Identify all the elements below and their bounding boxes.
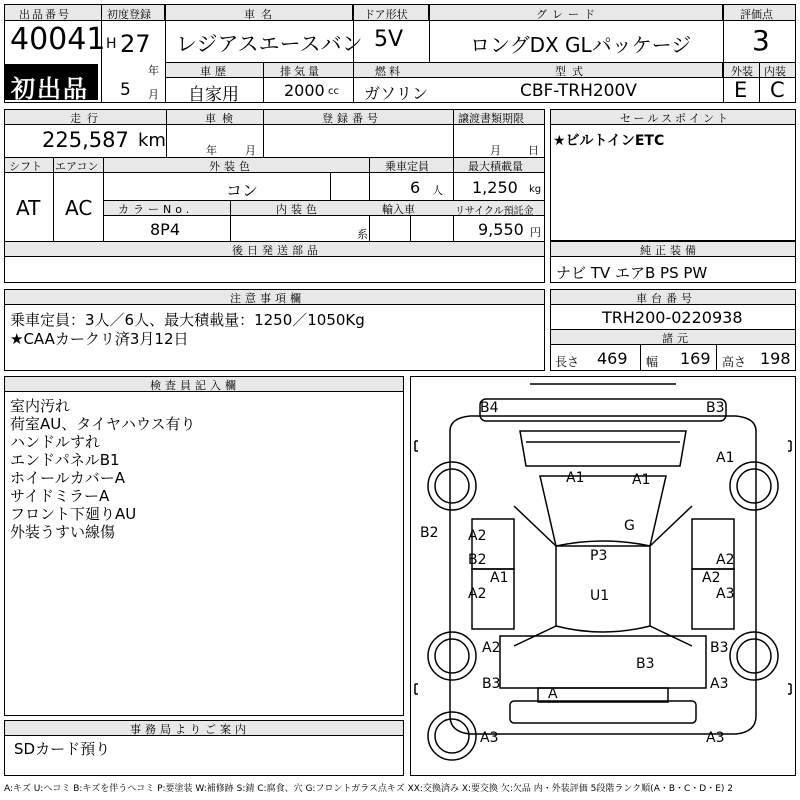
displacement-label: 排気量 bbox=[280, 65, 322, 78]
damage-mark: A2 bbox=[716, 552, 735, 568]
damage-mark: G bbox=[624, 518, 635, 534]
damage-mark: B4 bbox=[480, 400, 499, 416]
door-label-cell bbox=[353, 4, 429, 21]
car-name-label-cell bbox=[165, 4, 353, 21]
selling-points-text: ★ビルトインETC bbox=[553, 133, 665, 149]
color-no-value: 8P4 bbox=[150, 220, 181, 239]
doc-day-suffix: 日 bbox=[528, 144, 539, 157]
door-label: ドア形状 bbox=[364, 8, 408, 21]
inspector-note-4: エンドパネルB1 bbox=[10, 451, 120, 469]
damage-mark: B2 bbox=[468, 552, 487, 568]
history-value: 自家用 bbox=[188, 85, 239, 105]
ext-color-label: 外装色 bbox=[209, 160, 254, 173]
car-name-label: 車名 bbox=[244, 8, 278, 21]
inspector-label: 検査員記入欄 bbox=[150, 379, 240, 392]
damage-mark: B3 bbox=[482, 676, 501, 692]
damage-mark: A2 bbox=[468, 586, 487, 602]
int-score-value: C bbox=[770, 78, 785, 102]
chassis-value: TRH200-0220938 bbox=[602, 308, 743, 327]
first-listing-text: 初出品 bbox=[11, 75, 89, 103]
model-value: CBF-TRH200V bbox=[520, 81, 637, 101]
era-letter: H bbox=[106, 36, 117, 52]
inspector-note-2: 荷室AU、タイヤハウス有り bbox=[10, 415, 196, 433]
score-value: 3 bbox=[752, 24, 770, 57]
lot-no-value: 40041 bbox=[10, 22, 106, 57]
damage-mark: A bbox=[548, 686, 558, 702]
notes-label: 注意事項欄 bbox=[230, 292, 305, 305]
specs-label: 諸元 bbox=[662, 332, 692, 345]
color-no-label: カラーNo. bbox=[118, 203, 194, 216]
model-label: 型式 bbox=[555, 65, 589, 78]
notes-line-2: ★CAAカークリ済3月12日 bbox=[10, 330, 189, 348]
inspector-note-8: 外装うすい線傷 bbox=[10, 523, 116, 541]
exterior-label: 外装 bbox=[731, 65, 753, 78]
reg-year: 27 bbox=[120, 30, 151, 58]
score-label-cell bbox=[723, 4, 796, 21]
ext-score-value: E bbox=[734, 78, 748, 102]
height-value: 198 bbox=[760, 349, 791, 368]
selling-points-block bbox=[550, 109, 796, 241]
mileage-label: 走行 bbox=[70, 112, 104, 125]
shift-label: シフト bbox=[9, 160, 42, 173]
damage-mark: U1 bbox=[590, 588, 610, 604]
mileage-value: 225,587 bbox=[42, 128, 129, 152]
import-label: 輸入車 bbox=[382, 203, 415, 216]
first-reg-label: 初度登録 bbox=[107, 8, 151, 21]
capacity-label: 乗車定員 bbox=[385, 160, 429, 173]
shift-value: AT bbox=[16, 196, 41, 220]
car-diagram bbox=[410, 376, 796, 776]
genuine-equip-text: ナビ TV エアB PS PW bbox=[556, 264, 708, 282]
width-label: 幅 bbox=[646, 355, 659, 369]
damage-mark: A3 bbox=[710, 676, 729, 692]
lot-no-label: 出品番号 bbox=[19, 8, 71, 21]
fuel-value: ガソリン bbox=[364, 84, 429, 103]
damage-mark: B3 bbox=[710, 640, 729, 656]
interior-label: 内装 bbox=[764, 65, 786, 78]
inspector-note-3: ハンドルすれ bbox=[10, 433, 101, 451]
grade-label: グレード bbox=[536, 8, 600, 21]
insp-year-suffix: 年 bbox=[206, 144, 217, 157]
legend-text: A:キズ U:ヘコミ B:キズを伴うヘコミ P:要塗装 W:補修跡 S:錆 C:腐食、穴 G:フロントガラス点キズ XX:交換済み X:要交換 欠:欠品 内・外装評価 5段階ランク順(A・B・C・D・E) 2 bbox=[4, 784, 734, 794]
first-reg-label-cell bbox=[101, 4, 165, 21]
damage-mark: A1 bbox=[566, 470, 585, 486]
recycle-unit: 円 bbox=[530, 226, 541, 239]
car-name-value: レジアスエースバン bbox=[176, 32, 363, 56]
displacement-unit: cc bbox=[328, 86, 339, 97]
genuine-equip-label: 純正装備 bbox=[640, 244, 700, 257]
damage-mark: A3 bbox=[716, 586, 735, 602]
notes-line-1: 乗車定員：3人／6人、最大積載量：1250／1050Kg bbox=[10, 311, 365, 329]
insp-month-suffix: 月 bbox=[245, 144, 256, 157]
ext-color-value: コン bbox=[226, 181, 259, 200]
later-parts-label: 後日発送部品 bbox=[232, 244, 322, 257]
office-note: SDカード預り bbox=[14, 740, 111, 758]
damage-mark: A1 bbox=[716, 450, 735, 466]
row2-label-strip bbox=[165, 62, 723, 78]
damage-mark: A1 bbox=[490, 570, 509, 586]
inspection-label: 車検 bbox=[205, 112, 239, 125]
damage-mark: A1 bbox=[632, 472, 651, 488]
office-label: 事務局よりご案内 bbox=[130, 723, 250, 736]
inspector-note-1: 室内汚れ bbox=[10, 397, 71, 415]
damage-mark: B2 bbox=[420, 525, 439, 541]
inspector-note-7: フロント下廻りAU bbox=[10, 505, 137, 523]
reg-no-label: 登録番号 bbox=[322, 112, 382, 125]
chassis-label: 車台番号 bbox=[636, 292, 696, 305]
mileage-unit: km bbox=[138, 130, 166, 151]
damage-mark: P3 bbox=[590, 548, 608, 564]
height-label: 高さ bbox=[722, 355, 747, 369]
doc-month-suffix: 月 bbox=[490, 144, 501, 157]
door-value: 5V bbox=[374, 27, 404, 52]
damage-mark: A2 bbox=[482, 640, 501, 656]
int-color-label: 内装色 bbox=[276, 203, 321, 216]
score-label: 評価点 bbox=[740, 8, 773, 21]
reg-month: 5 bbox=[120, 80, 131, 100]
max-load-unit: kg bbox=[529, 184, 542, 195]
history-label: 車歴 bbox=[200, 65, 230, 78]
damage-mark: A3 bbox=[706, 730, 725, 746]
grade-value: ロングDX GLパッケージ bbox=[470, 33, 692, 57]
selling-points-label: セールスポイント bbox=[620, 112, 732, 125]
transfer-doc-label: 譲渡書類期限 bbox=[458, 112, 524, 125]
aircon-value: AC bbox=[65, 196, 93, 220]
inspector-note-6: サイドミラーA bbox=[10, 487, 110, 505]
recycle-value: 9,550 bbox=[478, 220, 524, 239]
recycle-label: リサイクル預託金 bbox=[455, 206, 534, 217]
damage-mark: A2 bbox=[702, 570, 721, 586]
reg-month-suffix: 月 bbox=[148, 88, 159, 101]
grade-label-cell bbox=[429, 4, 723, 21]
damage-mark: A3 bbox=[480, 730, 499, 746]
int-color-suffix: 系 bbox=[357, 228, 368, 241]
inspector-note-5: ホイールカバーA bbox=[10, 469, 125, 487]
lot-no-label-cell bbox=[4, 4, 102, 21]
width-value: 169 bbox=[680, 349, 711, 368]
max-load-label: 最大積載量 bbox=[468, 160, 523, 173]
damage-mark: A2 bbox=[468, 528, 487, 544]
length-value: 469 bbox=[597, 349, 628, 368]
reg-year-suffix: 年 bbox=[148, 64, 159, 77]
capacity-value: 6 bbox=[410, 178, 421, 197]
damage-mark: B3 bbox=[706, 400, 725, 416]
fuel-label: 燃料 bbox=[375, 65, 403, 78]
first-listing-badge bbox=[4, 64, 98, 103]
aircon-label: エアコン bbox=[55, 160, 99, 173]
length-label: 長さ bbox=[555, 355, 580, 369]
damage-mark: B3 bbox=[636, 656, 655, 672]
displacement-value: 2000 bbox=[284, 81, 325, 100]
max-load-value: 1,250 bbox=[472, 178, 518, 197]
capacity-unit: 人 bbox=[432, 184, 443, 197]
